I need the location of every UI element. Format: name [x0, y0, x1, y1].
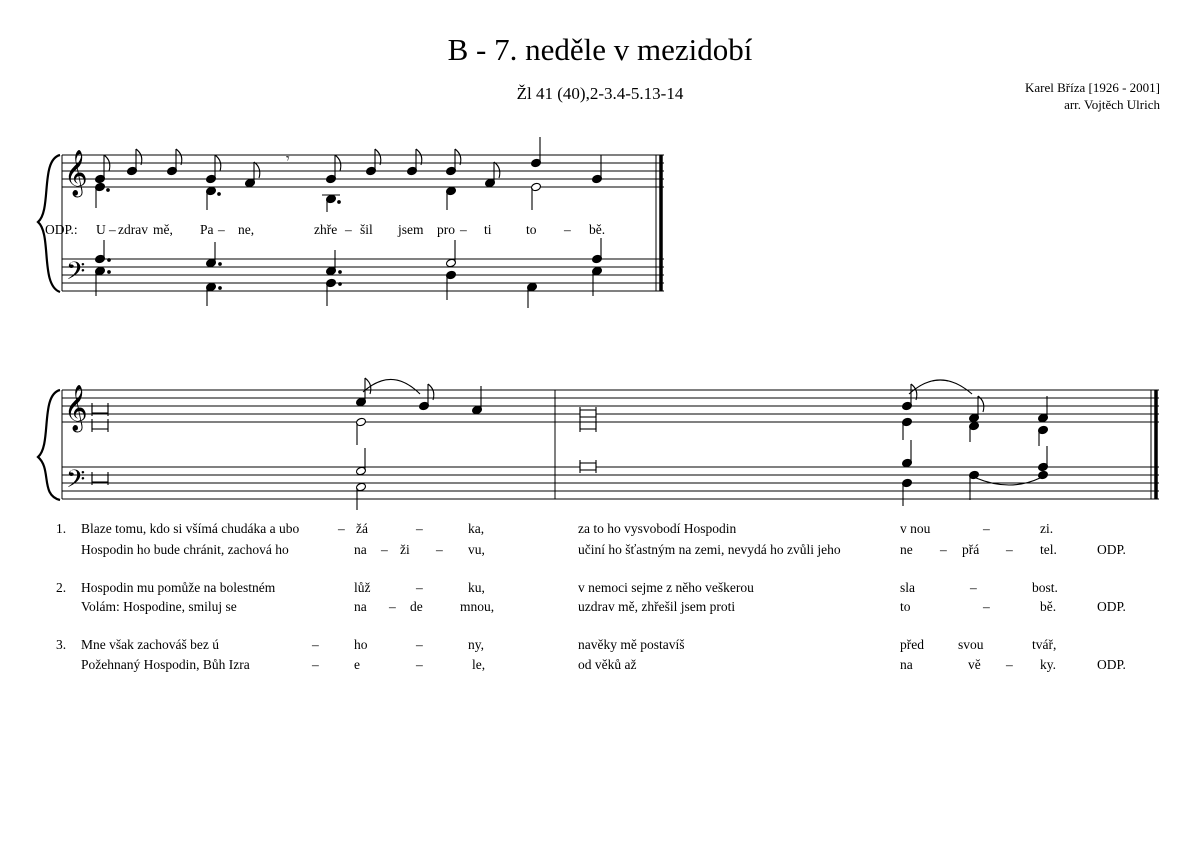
treble-notes-2 — [92, 378, 1048, 446]
verse-number: 3. — [56, 637, 67, 652]
odp-marker: ODP. — [1097, 657, 1126, 672]
svg-text:ti: ti — [484, 222, 492, 237]
svg-text:pro: pro — [437, 222, 455, 237]
svg-text:–: – — [345, 222, 352, 237]
psalm-reference: Žl 41 (40),2-3.4-5.13-14 — [516, 84, 684, 103]
svg-text:–: – — [564, 222, 571, 237]
page-title: B - 7. neděle v mezidobí — [447, 32, 753, 67]
system-2 — [38, 390, 1159, 500]
svg-text:bě.: bě. — [589, 222, 606, 237]
svg-text:zdrav: zdrav — [118, 222, 148, 237]
svg-text:zhře: zhře — [314, 222, 338, 237]
refrain-label: ODP.: — [45, 222, 78, 237]
svg-text:–: – — [109, 222, 116, 237]
refrain-lyrics — [45, 222, 605, 237]
svg-text:to: to — [526, 222, 537, 237]
svg-text:Pa: Pa — [200, 222, 214, 237]
svg-text:ne,: ne, — [238, 222, 255, 237]
treble-clef-icon: 𝄞 — [64, 385, 88, 431]
verse-number: 1. — [56, 521, 67, 536]
verse-number: 2. — [56, 580, 67, 595]
bass-clef-icon: 𝄢 — [66, 257, 86, 292]
odp-marker: ODP. — [1097, 599, 1126, 614]
bass-staff-2 — [62, 467, 1159, 499]
composer-credit: Karel Bříza [1926 - 2001] — [1024, 80, 1160, 95]
bass-notes-1 — [95, 238, 603, 308]
treble-notes-1 — [95, 137, 603, 212]
svg-text:jsem: jsem — [398, 222, 424, 237]
svg-text:–: – — [460, 222, 467, 237]
bass-staff-1 — [62, 259, 664, 291]
treble-staff-2 — [62, 390, 1159, 422]
svg-text:U: U — [96, 222, 106, 237]
treble-clef-icon: 𝄞 — [64, 150, 88, 196]
svg-text:šil: šil — [360, 222, 373, 237]
arranger-credit: arr. Vojtěch Ulrich — [1064, 97, 1160, 112]
svg-text:mě,: mě, — [153, 222, 173, 237]
bass-clef-icon: 𝄢 — [66, 465, 86, 500]
svg-text:𝄾: 𝄾 — [286, 151, 290, 167]
system-brace — [38, 390, 60, 500]
svg-text:–: – — [218, 222, 225, 237]
treble-staff-1 — [62, 155, 664, 187]
odp-marker: ODP. — [1097, 542, 1126, 557]
